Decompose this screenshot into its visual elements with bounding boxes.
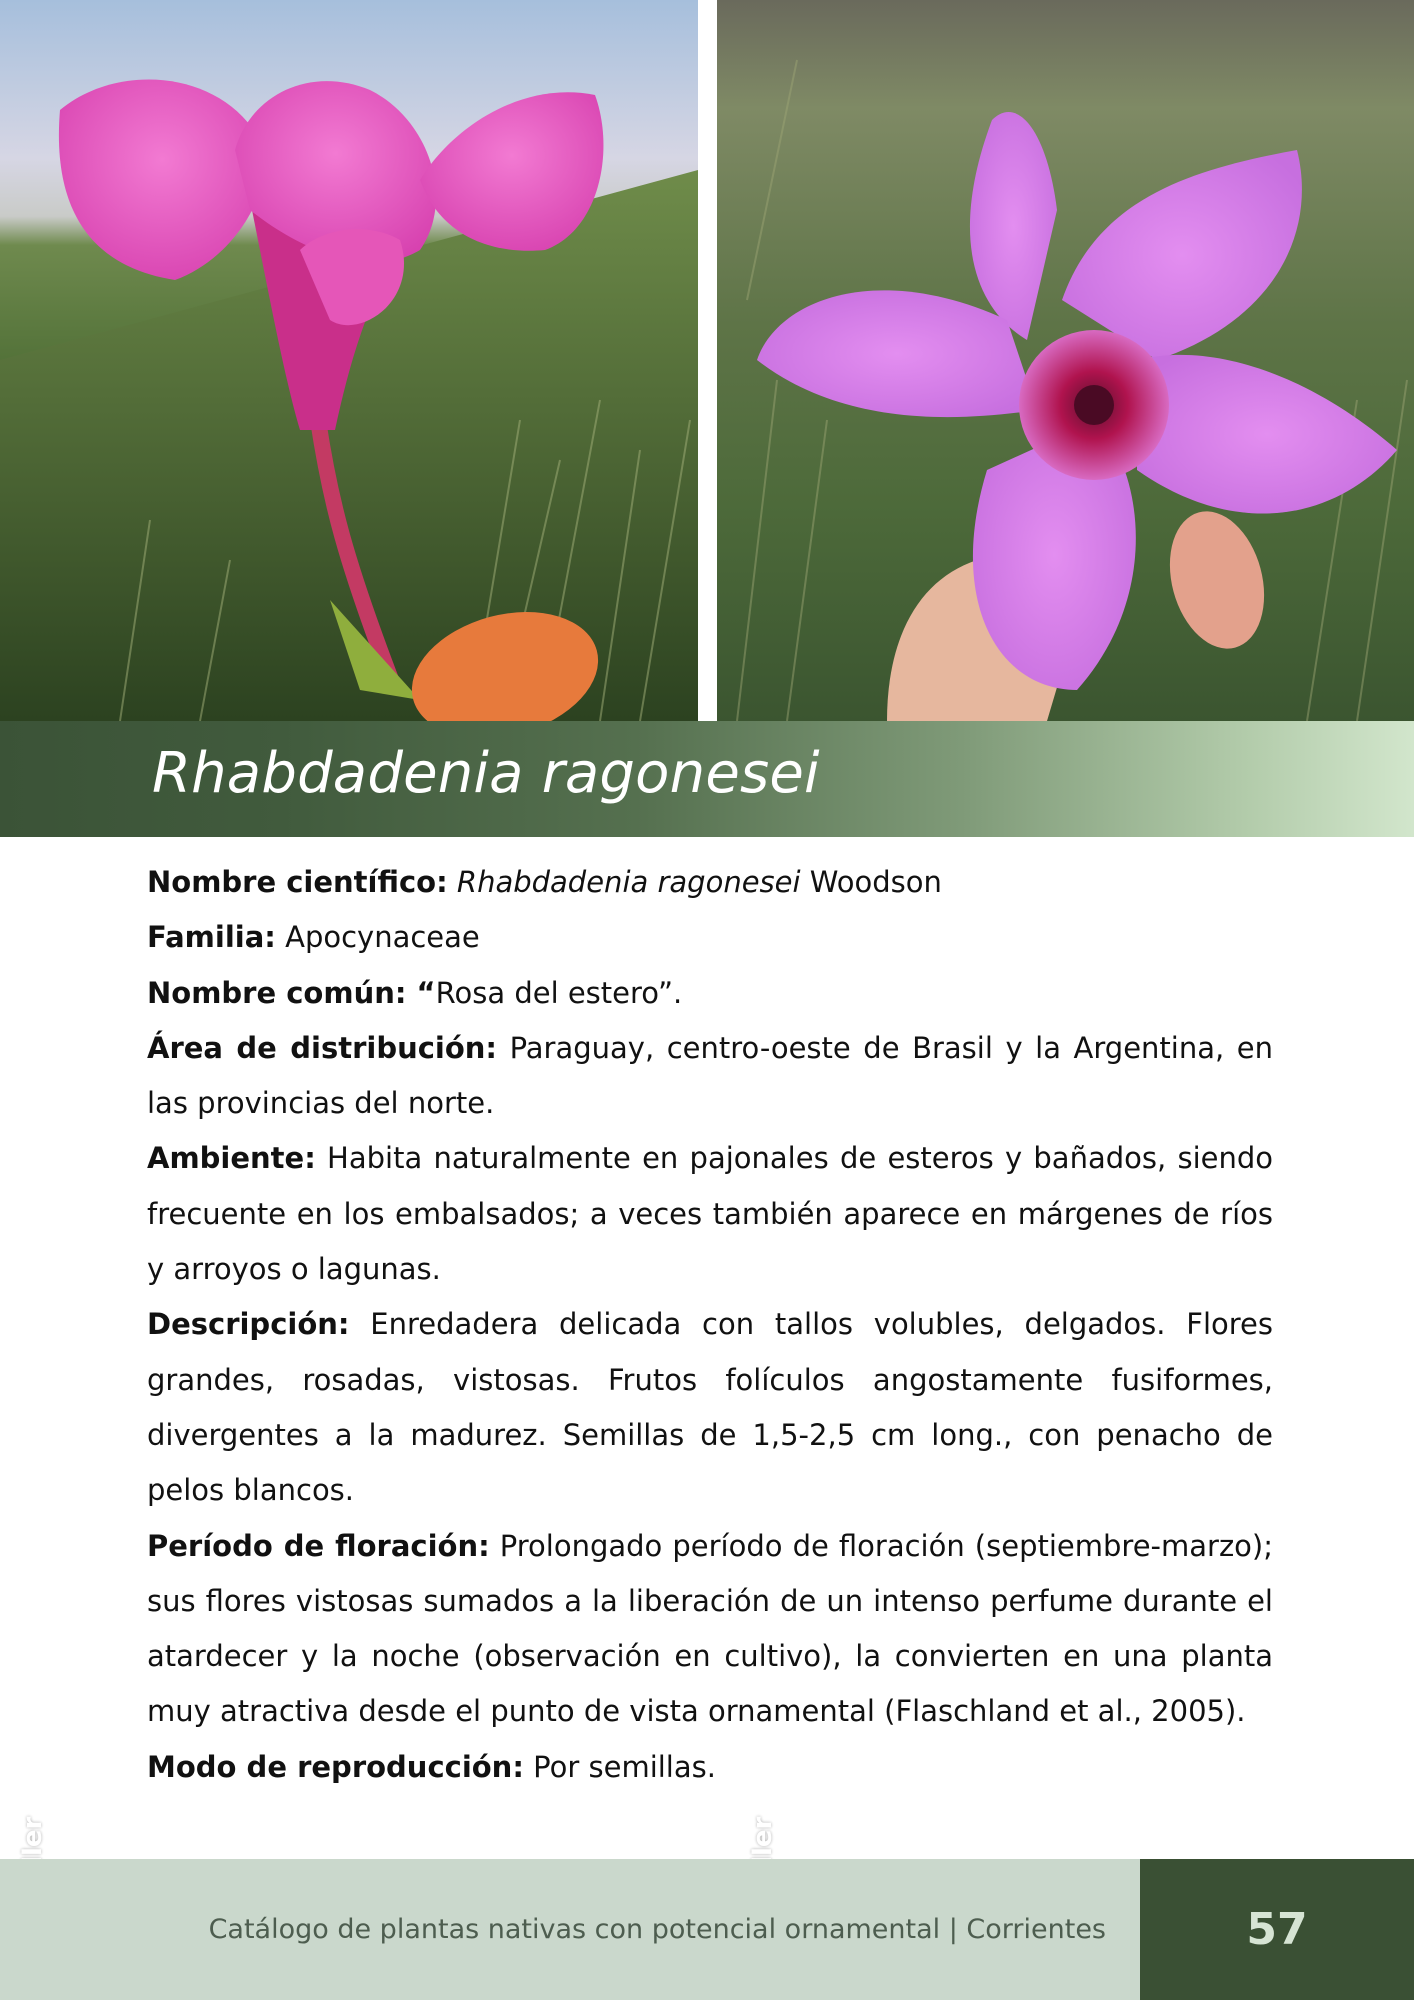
field-label: Nombre común: “ [147,975,436,1010]
page-number: 57 [1246,1904,1308,1955]
page-footer [0,1859,1414,2000]
field-common-name [147,966,1273,1021]
flower-side-illustration [0,0,698,721]
field-label: Período de floración: [147,1528,490,1563]
field-value: Prolongado período de floración (septiembre-marzo); sus flores vistosas sumados a la liberación de un intenso perfume durante el atardecer y la noche (observación en cultivo), la convierten en una planta muy atractiva desde el punto de vista ornamental (Flaschland et al., 2005). [147,1528,1273,1729]
field-habitat [147,1131,1273,1297]
scientific-name-author: Woodson [800,865,942,899]
field-value: Paraguay, centro-oeste de Brasil y la Argentina, en las provincias del norte. [147,1030,1273,1121]
species-title: Rhabdadenia ragonesei [152,741,820,806]
footer-catalog-title: Catálogo de plantas nativas con potencial ornamental | Corrientes [208,1914,1106,1945]
photo-flower-front-view [717,0,1414,721]
field-label: Familia: [147,920,276,955]
field-value: Rosa del estero”. [435,975,683,1010]
field-scientific-name [147,855,1273,910]
field-flowering-period [147,1519,1273,1740]
field-description [147,1297,1273,1518]
page-number-box [1140,1859,1414,2000]
species-title-band [0,721,1414,837]
field-value: Enredadera delicada con tallos volubles, delgados. Flores grandes, rosadas, vistosas. Frutos folículos angostamente fusiformes, divergentes a la madurez. Semillas de 1,5-2,5 cm long., con penacho de pelos blancos. [147,1307,1273,1508]
flower-front-illustration [717,0,1414,721]
field-distribution [147,1021,1273,1132]
field-label: Ambiente: [147,1141,316,1176]
photo-flower-side-view [0,0,698,721]
field-label: Descripción: [147,1307,350,1342]
field-label: Modo de reproducción: [147,1749,524,1784]
field-label: Área de distribución: [147,1030,498,1065]
species-description [147,855,1273,1795]
field-reproduction [147,1740,1273,1795]
field-value: Apocynaceae [275,920,480,955]
field-value: Habita naturalmente en pajonales de esteros y bañados, siendo frecuente en los embalsados; a veces también aparece en márgenes de ríos y arroyos o lagunas. [147,1141,1273,1287]
field-label: Nombre científico: [147,865,448,899]
field-value: Por semillas. [523,1749,716,1784]
scientific-name-italic: Rhabdadenia ragonesei [456,865,801,899]
field-family [147,910,1273,965]
